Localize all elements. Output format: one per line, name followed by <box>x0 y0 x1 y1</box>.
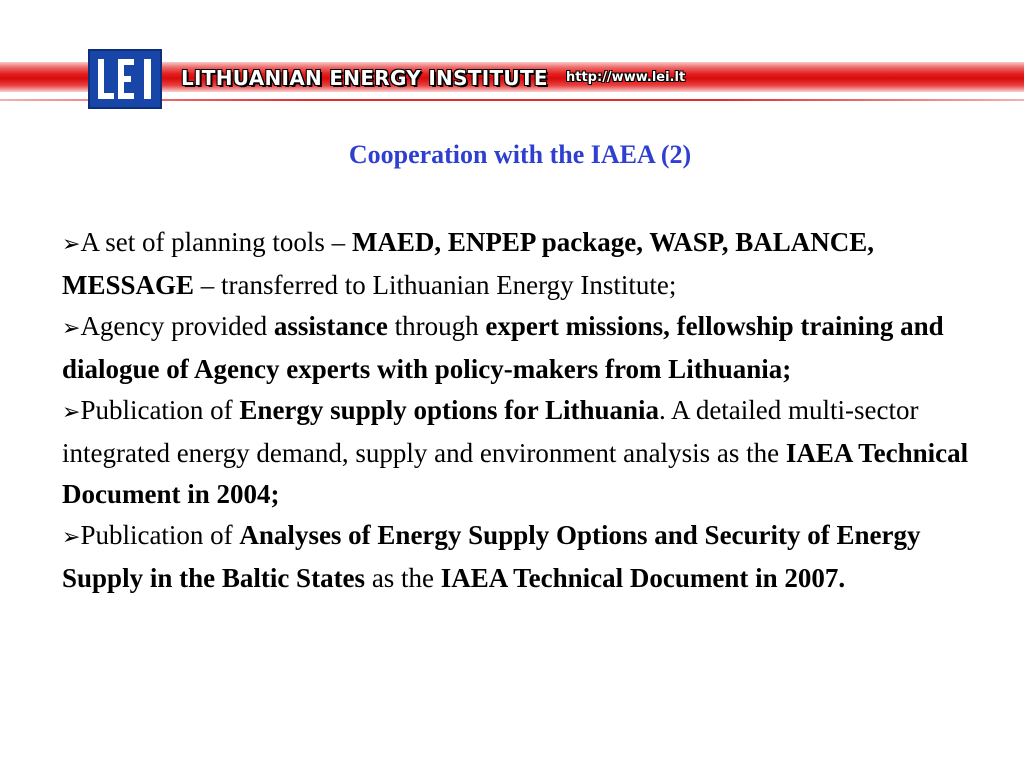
arrow-bullet-icon: ➢ <box>62 400 81 425</box>
bullet-item-assistance <box>62 306 990 390</box>
arrow-bullet-icon: ➢ <box>62 232 81 257</box>
bullet-text: Agency provided <box>80 311 274 341</box>
org-name: LITHUANIAN ENERGY INSTITUTE <box>181 66 548 90</box>
bullet-text: through <box>387 311 486 341</box>
bullet-bold-text: MAED, ENPEP package, WASP, BALANCE, MESSAGE <box>62 227 875 300</box>
slide-title: Cooperation with the IAEA (2) <box>348 140 692 169</box>
bullet-text: as the <box>365 563 441 593</box>
arrow-bullet-icon: ➢ <box>62 525 81 550</box>
bullet-item-publication-2004 <box>62 390 990 515</box>
bullet-bold-text: Energy supply options for Lithuania <box>239 395 660 425</box>
bullet-bold-text: assistance <box>273 311 388 341</box>
bullet-bold-text: IAEA Technical Document in 2004; <box>62 438 969 509</box>
bullet-text: – transferred to Lithuanian Energy Institute; <box>194 270 677 300</box>
arrow-bullet-icon: ➢ <box>62 316 81 341</box>
lei-logo <box>88 49 162 109</box>
lei-logo-icon <box>90 51 160 107</box>
bullet-text: Publication of <box>80 395 240 425</box>
bullet-item-publication-2007 <box>62 515 990 599</box>
bullet-bold-text: IAEA Technical Document in 2007. <box>440 563 846 593</box>
bullet-text: Publication of <box>80 520 240 550</box>
bullet-text: . A detailed multi-sector integrated energy demand, supply and environment analysis as the <box>62 395 919 468</box>
bullet-item-tools <box>62 222 990 306</box>
bullet-bold-text: Analyses of Energy Supply Options and Security of Energy Supply in the Baltic States <box>62 520 921 593</box>
org-url[interactable]: http://www.lei.lt <box>566 70 686 85</box>
bullet-bold-text: expert missions, fellowship training and dialogue of Agency experts with policy-makers from Lithuania; <box>62 311 944 384</box>
bullet-text: A set of planning tools – <box>80 227 352 257</box>
bullet-list <box>62 222 990 599</box>
